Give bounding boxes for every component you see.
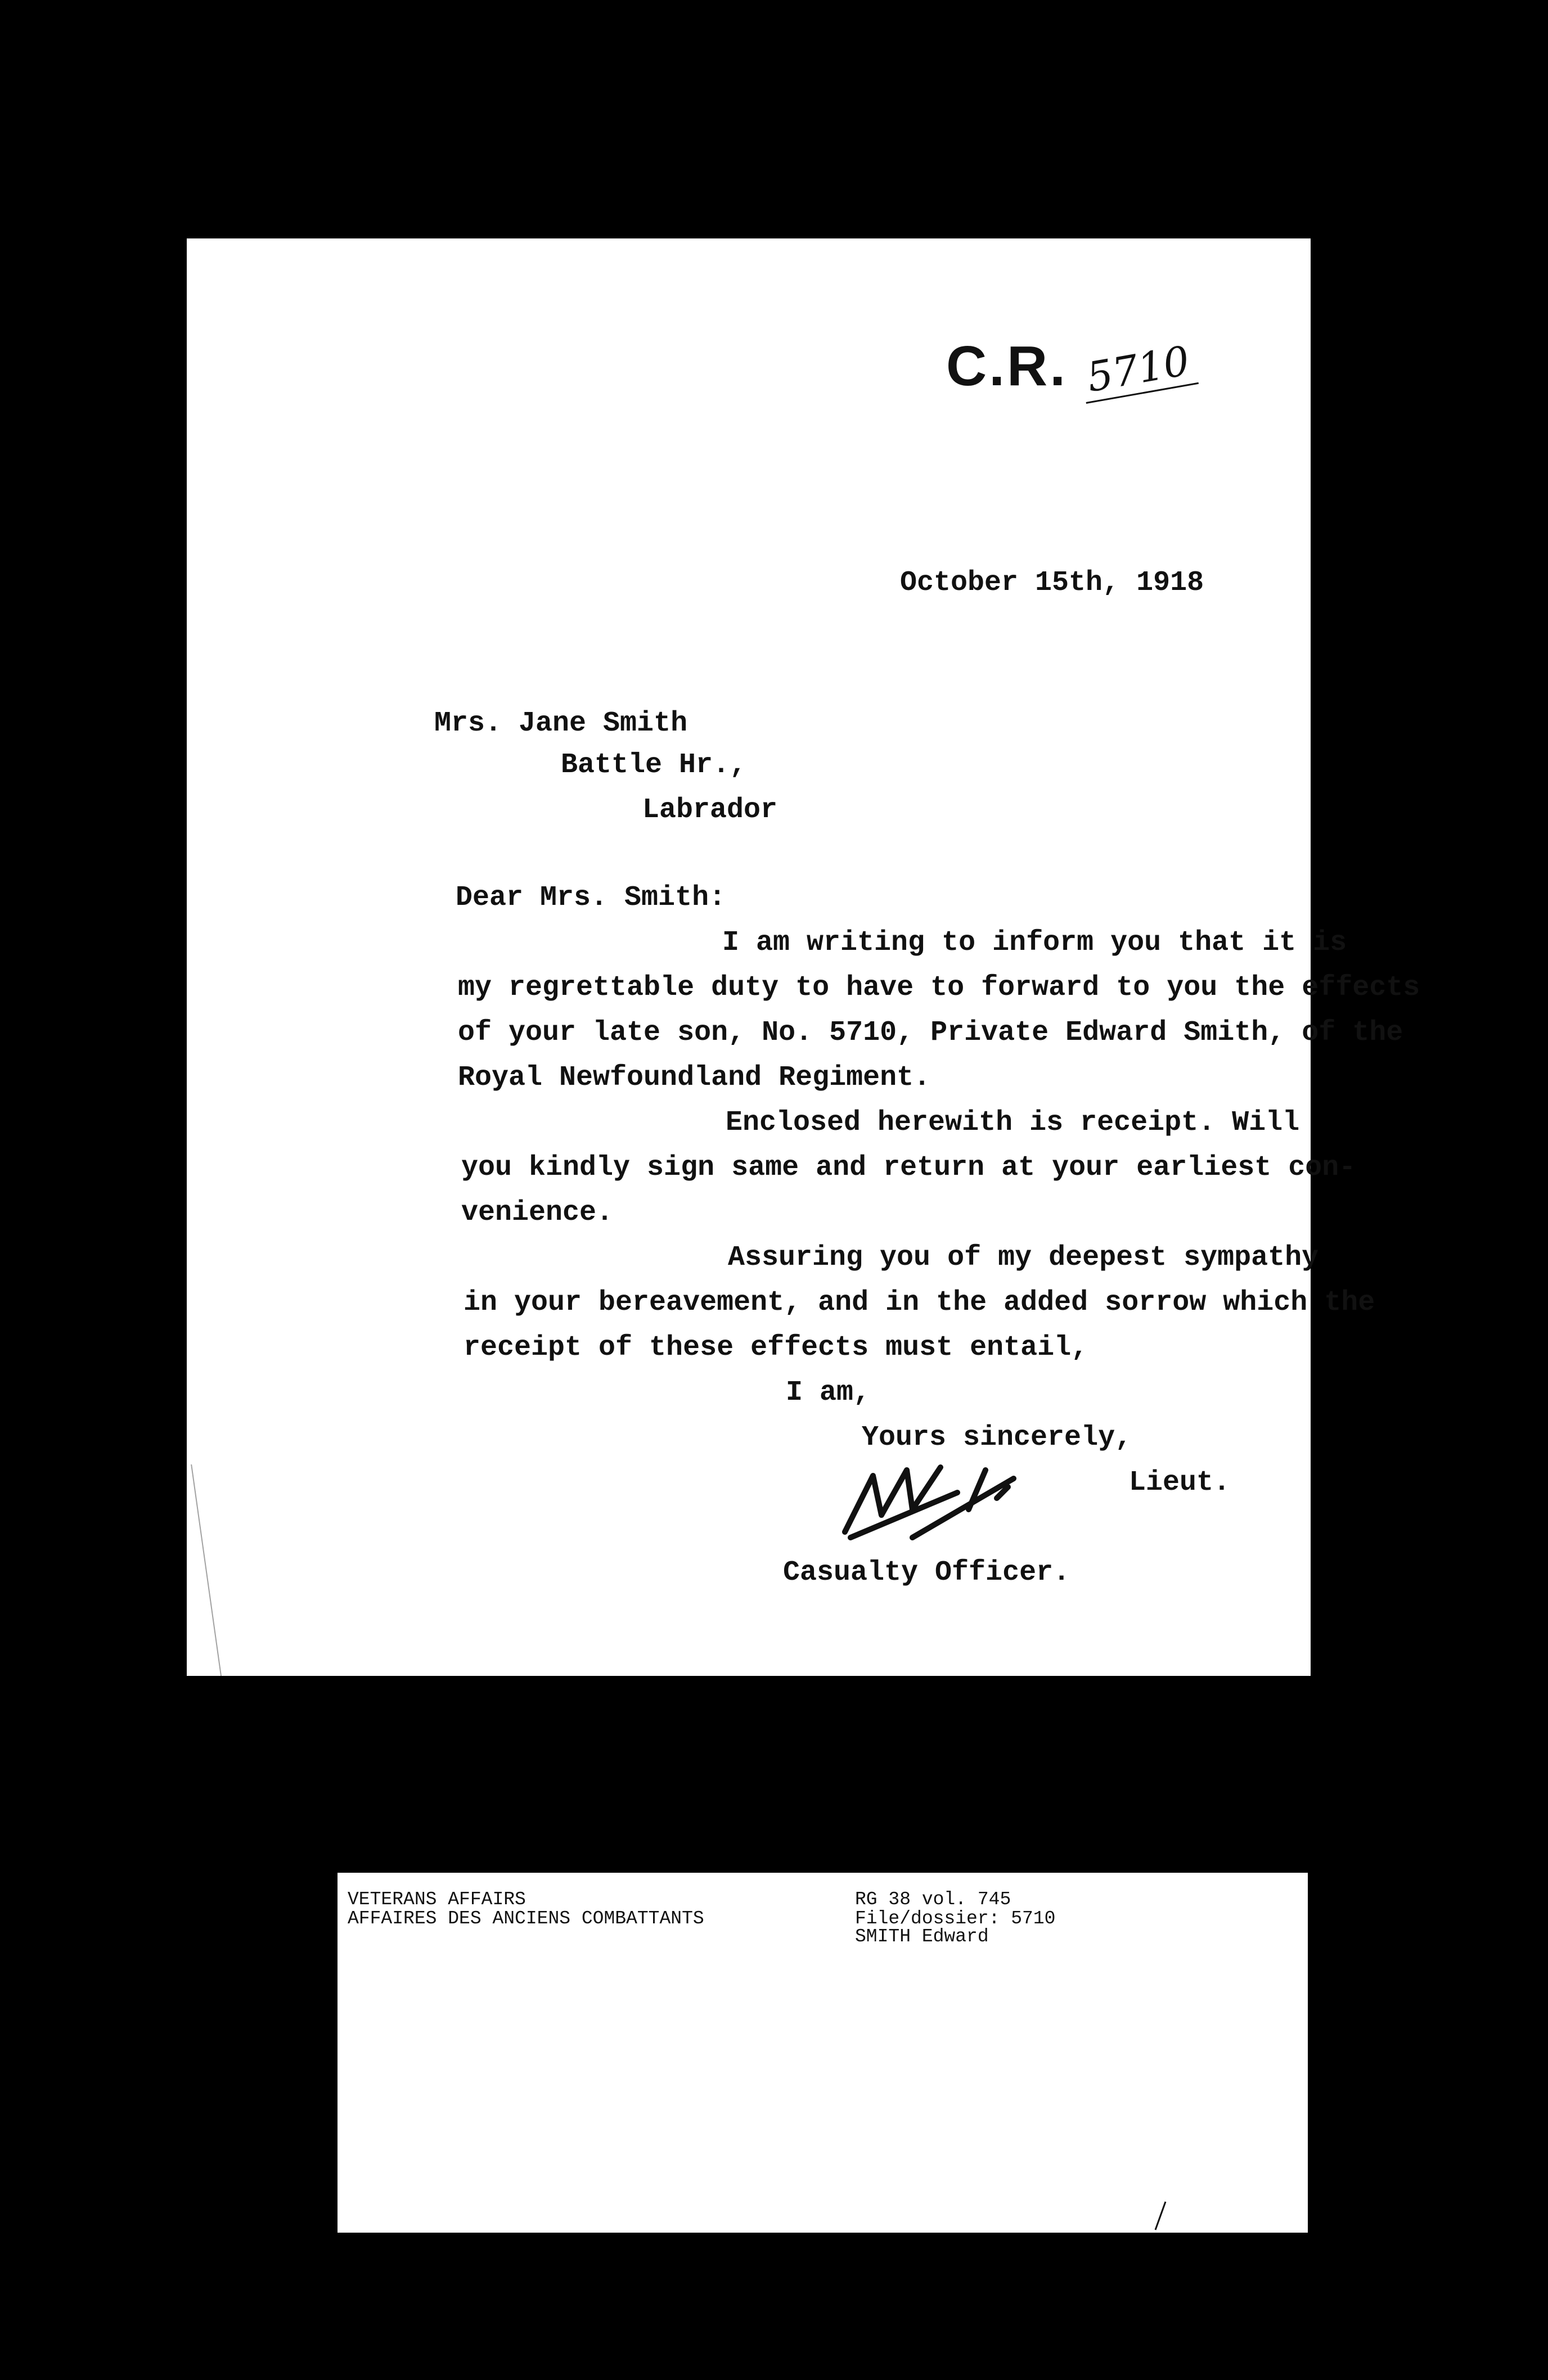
archive-label-name: SMITH Edward: [855, 1926, 989, 1947]
body-line-6: you kindly sign same and return at your earliest con-: [461, 1152, 1356, 1184]
archive-label-volume: RG 38 vol. 745: [855, 1889, 1011, 1910]
body-line-3: of your late son, No. 5710, Private Edward Smith, of the: [458, 1017, 1403, 1049]
archive-label-agency-en: VETERANS AFFAIRS: [348, 1889, 526, 1910]
signatory-title: Casualty Officer.: [783, 1557, 1070, 1589]
salutation: Dear Mrs. Smith:: [456, 882, 726, 914]
signature-image: [828, 1453, 1030, 1549]
body-line-2: my regrettable duty to have to forward to you the effects: [458, 972, 1420, 1004]
recipient-address-line-1: Battle Hr.,: [561, 749, 747, 781]
body-line-8: Assuring you of my deepest sympathy: [728, 1242, 1319, 1274]
body-line-9: in your bereavement, and in the added sorrow which the: [464, 1287, 1375, 1319]
body-line-5: Enclosed herewith is receipt. Will: [726, 1107, 1300, 1139]
letter-page: [187, 238, 1420, 1676]
body-line-7: venience.: [461, 1197, 614, 1229]
recipient-name: Mrs. Jane Smith: [434, 707, 688, 740]
page-fold-shadow: [157, 1464, 222, 1676]
letter-date: October 15th, 1918: [900, 567, 1204, 599]
body-line-1: I am writing to inform you that it is: [722, 927, 1347, 959]
file-mark-prefix: C.R.: [946, 335, 1068, 398]
closing: I am,: [786, 1377, 871, 1409]
archive-label-agency-fr: AFFAIRES DES ANCIENS COMBATTANTS: [348, 1908, 704, 1929]
pen-mark-icon: [1150, 2199, 1172, 2233]
signatory-rank: Lieut.: [1129, 1467, 1231, 1499]
recipient-address-line-2: Labrador: [642, 794, 778, 826]
file-mark-number: 5710: [1078, 336, 1199, 404]
archive-label-file-number: File/dossier: 5710: [855, 1908, 1056, 1929]
body-line-4: Royal Newfoundland Regiment.: [458, 1062, 931, 1094]
valediction: Yours sincerely,: [862, 1422, 1132, 1454]
archive-label-card: [338, 1873, 1308, 2233]
body-line-10: receipt of these effects must entail,: [464, 1332, 1088, 1364]
